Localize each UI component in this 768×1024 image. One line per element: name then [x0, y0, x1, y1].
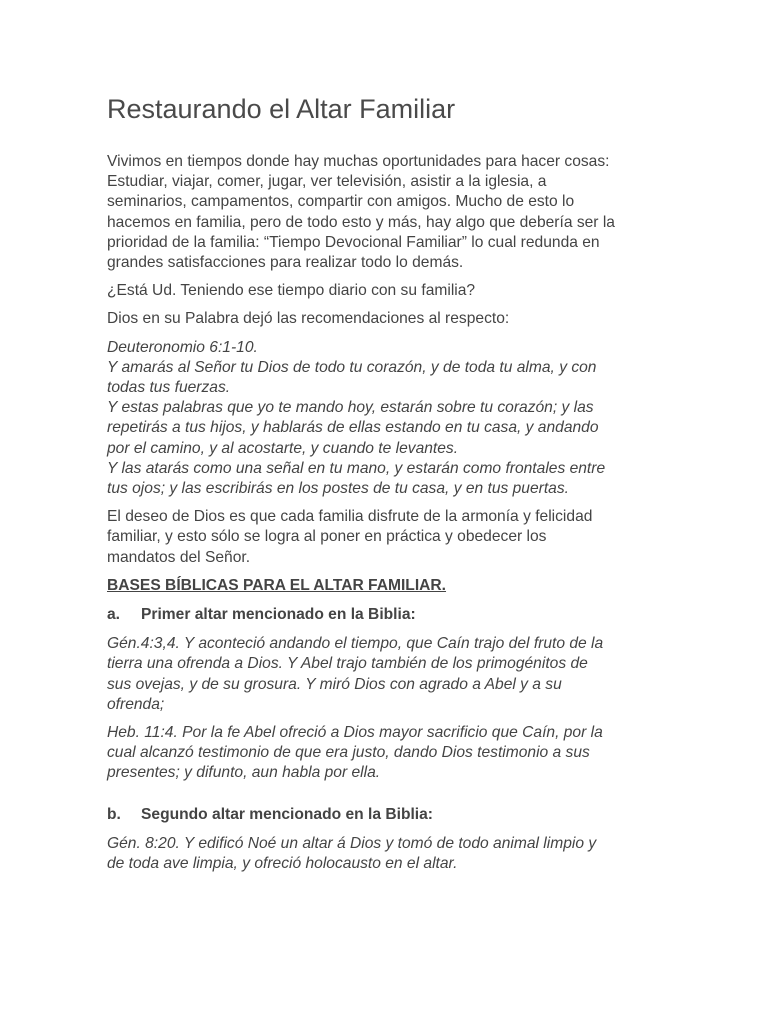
desire-line: El deseo de Dios es que cada familia disfrute de la armonía y felicidad [107, 508, 593, 526]
question-paragraph [107, 281, 667, 301]
intro-line: prioridad de la familia: “Tiempo Devocional Familiar” lo cual redunda en [107, 233, 600, 251]
quote-line: presentes; y difunto, aun habla por ella. [107, 764, 381, 782]
genesis-8-quote [107, 834, 667, 874]
quote-line: Y amarás al Señor tu Dios de todo tu corazón, y de toda tu alma, y con [107, 358, 597, 376]
quote-line: de toda ave limpia, y ofreció holocausto en el altar. [107, 855, 458, 873]
intro-line: Estudiar, viajar, comer, jugar, ver televisión, asistir a la iglesia, a [107, 173, 547, 191]
quote-line: todas tus fuerzas. [107, 379, 231, 397]
desire-line: mandatos del Señor. [107, 548, 251, 566]
intro-line: hacemos en familia, pero de todo esto y más, hay algo que debería ser la [107, 213, 615, 231]
intro-line: seminarios, campamentos, compartir con amigos. Mucho de esto lo [107, 193, 575, 211]
desire-line: familiar, y esto sólo se logra al poner en práctica y obedecer los [107, 528, 547, 546]
quote-line: Y estas palabras que yo te mando hoy, estarán sobre tu corazón; y las [107, 399, 594, 417]
quote-line: repetirás a tus hijos, y hablarás de ellas estando en tu casa, y andando [107, 419, 599, 437]
genesis-4-quote [107, 634, 667, 715]
list-marker: b. [107, 805, 121, 823]
quote-line: tus ojos; y las escribirás en los postes de tu casa, y en tus puertas. [107, 480, 569, 498]
quote-line: Deuteronomio 6:1-10. [107, 338, 258, 356]
quote-line: tierra una ofrenda a Dios. Y Abel trajo también de los primogénitos de [107, 655, 588, 673]
quote-line: Heb. 11:4. Por la fe Abel ofreció a Dios mayor sacrificio que Caín, por la [107, 724, 603, 742]
intro-line: Vivimos en tiempos donde hay muchas oportunidades para hacer cosas: [107, 153, 610, 170]
document-page [107, 90, 667, 882]
subsection-b-heading [107, 805, 667, 825]
hebrews-quote [107, 723, 667, 784]
quote-line: Y las atarás como una señal en tu mano, y estarán como frontales entre [107, 459, 606, 477]
intro-line: grandes satisfacciones para realizar todo lo demás. [107, 254, 464, 272]
quote-line: ofrenda; [107, 695, 165, 713]
subsection-a-heading [107, 605, 667, 625]
spacer [107, 792, 667, 805]
desire-paragraph [107, 507, 667, 568]
quote-line: cual alcanzó testimonio de que era justo, dando Dios testimonio a sus [107, 744, 590, 762]
subsection-heading-text: Segundo altar mencionado en la Biblia: [141, 805, 433, 823]
deuteronomy-quote [107, 338, 667, 500]
question-line: ¿Está Ud. Teniendo ese tiempo diario con su familia? [107, 282, 476, 300]
quote-line: Gén.4:3,4. Y aconteció andando el tiempo, que Caín trajo del fruto de la [107, 635, 604, 653]
quote-line: por el camino, y al acostarte, y cuando te levantes. [107, 439, 459, 457]
list-marker: a. [107, 606, 121, 624]
recommendation-paragraph [107, 309, 667, 329]
subsection-heading-text: Primer altar mencionado en la Biblia: [141, 606, 416, 624]
quote-line: Gén. 8:20. Y edificó Noé un altar á Dios y tomó de todo animal limpio y [107, 834, 597, 852]
recommendation-line: Dios en su Palabra dejó las recomendaciones al respecto: [107, 310, 510, 328]
section-heading: BASES BÍBLICAS PARA EL ALTAR FAMILIAR. [107, 576, 447, 594]
document-title: Restaurando el Altar Familiar [107, 94, 456, 124]
intro-paragraph [107, 152, 667, 273]
quote-line: sus ovejas, y de su grosura. Y miró Dios con agrado a Abel y a su [107, 675, 562, 693]
